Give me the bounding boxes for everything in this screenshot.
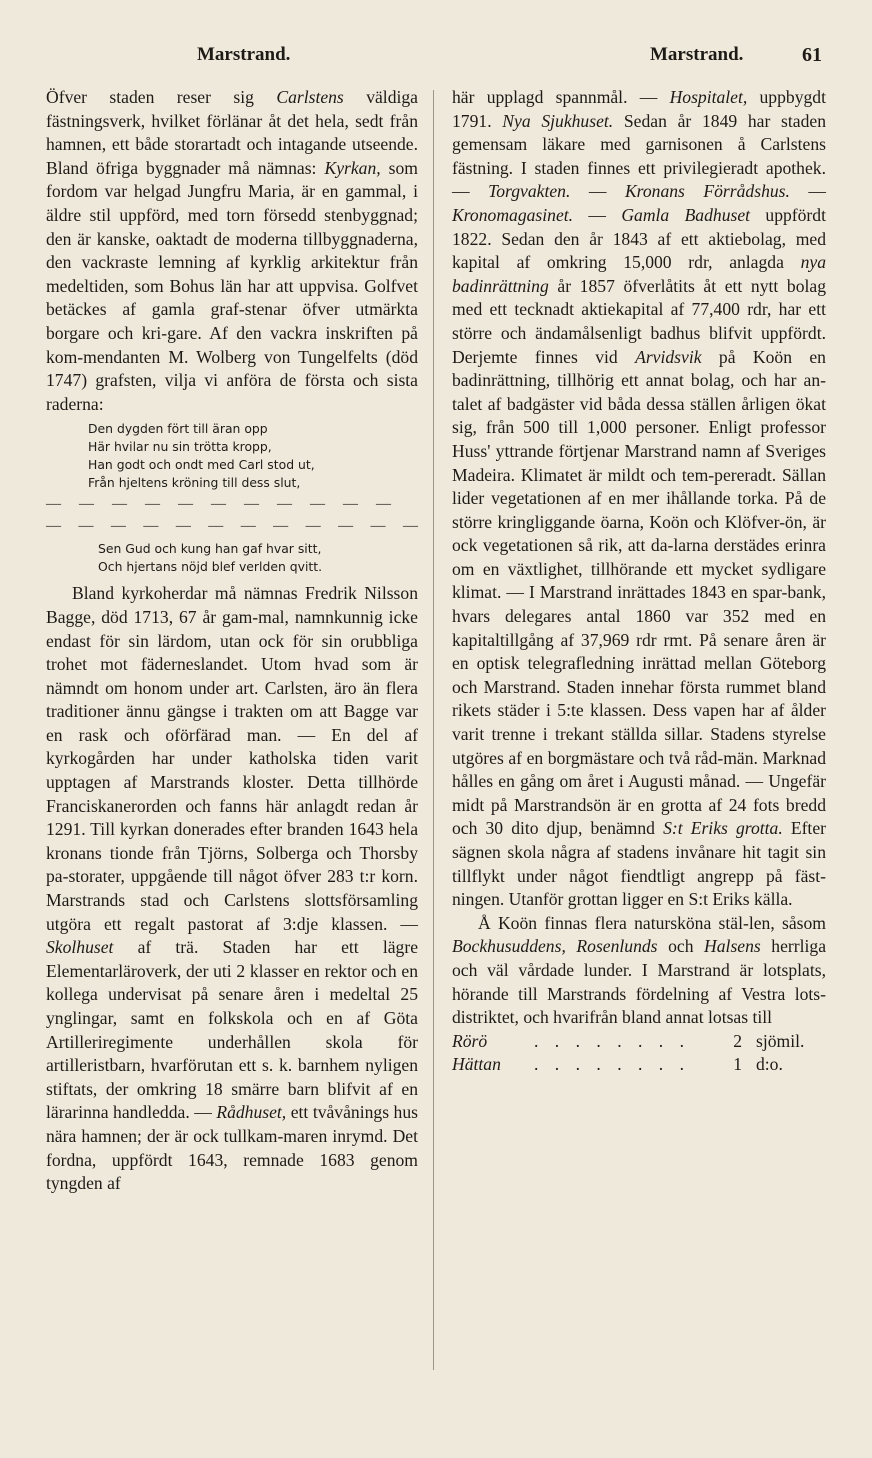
right-column [452,86,826,1077]
distance-place: Hättan [452,1054,501,1075]
omission-dashes: — — — — — — — — — — — — [46,518,418,535]
left-running-title: Marstrand. [197,44,291,65]
right-running-title: Marstrand. [650,44,744,65]
verse-line: Och hjertans nöjd blef verlden qvitt. [98,559,323,575]
epitaph-verse-2 [98,540,418,576]
page-number: 61 [802,44,822,66]
right-paragraph-2: Å Koön finnas flera natursköna stäl-len, såsom Bockhusuddens, Rosenlunds och Halsens herrliga och väl vårdade lunder. I Marstrand är lotsplats, hörande till Marstrands fördelning af Vestra lots-distriktet, och hvarifrån bland annat lotsas till [452,912,827,1028]
page-header [40,44,832,72]
distance-unit: d:o. [756,1054,783,1075]
epitaph-verse-1 [88,420,418,492]
verse-line: Den dygden fört till äran opp [88,421,268,437]
distance-unit: sjömil. [756,1030,805,1051]
pilot-distance-table [452,1030,826,1077]
left-paragraph-1: Öfver staden reser sig Carlstens väldiga fästningsverk, hvilket förlänar åt det hela, sedt från hamnen, ett både storartadt och intagande utseende. Bland öfriga byggnader må nämnas: Kyrkan, som fordom var helgad Jungfru Maria, är en gammal, i äldre stil uppförd, med torn försedd stenbyggnad; den är kanske, oaktadt de moderna tillbyggnaderna, den vackraste lemning af kyrklig arkitektur från medeltiden, som Bohus län har att uppvisa. Golfvet betäckes af gamla graf-stenar öfver utmärkta borgare och kri-gare. Af den vackra inskriften på kom-mendanten M. Wolberg von Tungelfelts (död 1747) grafsten, vilja vi anföra de första och sista raderna: [46,87,418,414]
distance-row [452,1053,826,1077]
distance-row [452,1030,826,1054]
verse-line: Här hvilar nu sin trötta kropp, [88,439,272,455]
right-paragraph-1: här upplagd spannmål. — Hospitalet, uppbygdt 1791. Nya Sjukhuset. Sedan år 1849 har staden gemensam läkare med garnisonen å Carlstens fästning. I staden finnes ett privilegieradt apothek. — Torgvakten. — Kronans Förrådshus. — Kronomagasinet. — Gamla Badhuset uppfördt 1822. Sedan den år 1843 af ett aktiebolag, med kapital af omkring 15,000 rdr, anlagda nya badinrättning år 1857 öfverlåtits åt ett nytt bolag med ett tecknadt aktiekapital af 77,400 rdr, har ett större och ändamålsenligt badhus blifvit uppfördt. Derjemte finnes vid Arvidsvik på Koön en badinrättning, tillhörig ett annat bolag, och har an-talet af badgäster vid båda dessa ställen årligen ökat sig, från 500 till 1,000 personer. Enligt professor Huss' yttrande förtjenar Marstrand namn af Sveriges Madeira. Klimatet är mildt och tem-pereradt. Sällan lider vegetationen af en mer ihållande torka. På de större kringliggande öarna, Koön och Klöfver-ön, är ock vegetationen så rik, att da-larna derstädes erinra om en växtlighet, tillhörande ett mycket sydligare klimat. — I Marstrand inrättades 1843 en spar-bank, hvars delegares antal 1860 var 352 med en kapitaltillgång af 37,969 rdr rmt. På senare åren är en optisk telegrafledning inrättad mellan Göteborg och Marstrand. Staden innehar första rummet bland rikets städer i 5:te klassen. Dess vapen har af ålder varit trenne i trekant ställda sillar. Stadens styrelse utgöres af en borgmästare och två råd-män. Marknad hålles en gång om året i Augusti månad. — Ungefär midt på Marstrandsön är en grotta af 24 fots bredd och 30 dito djup, benämnd S:t Eriks grotta. Efter sägnen skola några af stadens invånare hit tagit sin tillflykt under något fiendtligt angrepp på fäst-ningen. Utanför grottan ligger en S:t Eriks källa. [452,87,827,910]
distance-value: 2 [733,1030,742,1051]
distance-leader-dots: . . . . . . . . [534,1030,690,1051]
distance-value: 1 [733,1054,742,1075]
verse-line: Han godt och ondt med Carl stod ut, [88,457,315,473]
left-paragraph-2: Bland kyrkoherdar må nämnas Fredrik Nilsson Bagge, död 1713, 67 år gam-mal, namnkunnig icke endast för sin lärdom, utan ock för sin orubbliga trohet mot fäderneslandet. Utom hvad som är nämndt om honom under art. Carlsten, äro än flera traditioner ännu gängse i trakten om att Bagge var en rask och oförfärad man. — En del af kyrkogården har under katholska tiden varit upptagen af Marstrands kloster. Detta tillhörde Franciskanerorden och fanns här anlagdt redan år 1291. Till kyrkan donerades efter branden 1643 hela kronans tionde från Tjörns, Solberga och Thorsby pa-storater, uppgående till något öfver 283 t:r korn. Marstrands stad och Carlstens slottsförsamling utgöra ett regalt pastorat af 3:dje klassen. — Skolhuset af trä. Staden har ett lägre Elementarläroverk, der uti 2 klasser en rektor och en kollega undervisat på senare åren i medeltal 25 ynglingar, samt en folkskola och en af Göta Artilleriregimente underhållen skola för artilleristbarn, hvarförutan ett s. k. barnhem nyligen stiftats, der omkring 18 smärre barn blifvit af en lärarinna handledda. — Rådhuset, ett tvåvånings hus nära hamnen; der är ock tullkam-maren inrymd. Det fordna, uppfördt 1643, remnade 1683 genom tyngden af [46,583,418,1194]
column-divider [433,90,434,1370]
left-column [46,86,418,1196]
distance-leader-dots: . . . . . . . . [534,1054,690,1075]
omission-dashes: — — — — — — — — — — — [46,496,391,513]
distance-place: Rörö [452,1030,488,1051]
verse-line: Från hjeltens kröning till dess slut, [88,475,301,491]
verse-line: Sen Gud och kung han gaf hvar sitt, [98,541,322,557]
